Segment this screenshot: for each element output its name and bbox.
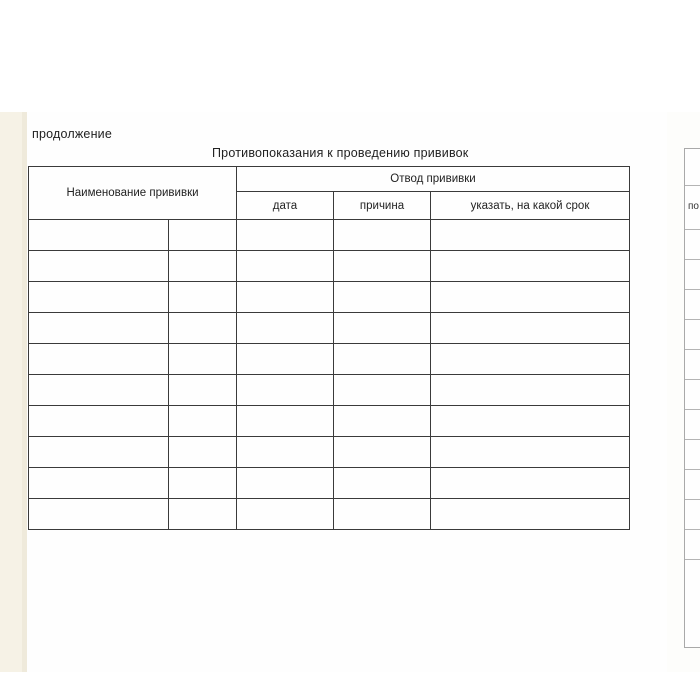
- cell-term[interactable]: [431, 251, 630, 282]
- cell-name-sub[interactable]: [169, 282, 237, 313]
- cell-reason[interactable]: [334, 406, 431, 437]
- cell-name[interactable]: [29, 468, 169, 499]
- cell-term[interactable]: [431, 282, 630, 313]
- cell-reason[interactable]: [334, 468, 431, 499]
- cell-term[interactable]: [431, 220, 630, 251]
- adjacent-page-label: по: [688, 201, 699, 212]
- table-row: [29, 251, 630, 282]
- header-sub-reason: причина: [334, 192, 431, 220]
- page-bottom-margin: [0, 672, 700, 700]
- cell-reason[interactable]: [334, 437, 431, 468]
- cell-name-sub[interactable]: [169, 499, 237, 530]
- header-sub-date: дата: [237, 192, 334, 220]
- cell-reason[interactable]: [334, 282, 431, 313]
- cell-name[interactable]: [29, 282, 169, 313]
- table-row: [29, 313, 630, 344]
- cell-reason[interactable]: [334, 220, 431, 251]
- cell-term[interactable]: [431, 313, 630, 344]
- page-top-margin: [0, 0, 700, 112]
- cell-date[interactable]: [237, 406, 334, 437]
- cell-name-sub[interactable]: [169, 406, 237, 437]
- table-row: [29, 220, 630, 251]
- cell-name[interactable]: [29, 220, 169, 251]
- cell-reason[interactable]: [334, 344, 431, 375]
- cell-name-sub[interactable]: [169, 313, 237, 344]
- cell-name[interactable]: [29, 251, 169, 282]
- adjacent-page-fragment: [684, 148, 700, 648]
- cell-date[interactable]: [237, 251, 334, 282]
- cell-term[interactable]: [431, 437, 630, 468]
- cell-term[interactable]: [431, 375, 630, 406]
- cell-name-sub[interactable]: [169, 437, 237, 468]
- page-title: Противопоказания к проведению прививок: [212, 146, 469, 160]
- cell-name-sub[interactable]: [169, 468, 237, 499]
- cell-date[interactable]: [237, 313, 334, 344]
- cell-name[interactable]: [29, 344, 169, 375]
- table-row: [29, 282, 630, 313]
- cell-date[interactable]: [237, 220, 334, 251]
- table-body: [29, 220, 630, 530]
- table-head: [29, 167, 630, 220]
- cell-reason[interactable]: [334, 375, 431, 406]
- table-row: [29, 375, 630, 406]
- table-row: [29, 344, 630, 375]
- header-group-otvod: Отвод прививки: [237, 167, 630, 192]
- table-header-row-1: [29, 167, 630, 192]
- table-row: [29, 437, 630, 468]
- contraindications-table: [28, 166, 630, 530]
- cell-name-sub[interactable]: [169, 344, 237, 375]
- cell-name-sub[interactable]: [169, 220, 237, 251]
- cell-reason[interactable]: [334, 499, 431, 530]
- scanned-page-area: [0, 112, 700, 672]
- header-sub-term: указать, на какой срок: [431, 192, 630, 220]
- cell-date[interactable]: [237, 468, 334, 499]
- cell-date[interactable]: [237, 375, 334, 406]
- cell-date[interactable]: [237, 437, 334, 468]
- cell-name[interactable]: [29, 437, 169, 468]
- cell-name[interactable]: [29, 375, 169, 406]
- cell-term[interactable]: [431, 468, 630, 499]
- continuation-label: продолжение: [32, 127, 113, 141]
- cell-term[interactable]: [431, 499, 630, 530]
- cell-name-sub[interactable]: [169, 375, 237, 406]
- table-row: [29, 468, 630, 499]
- cell-term[interactable]: [431, 344, 630, 375]
- table-row: [29, 499, 630, 530]
- cell-date[interactable]: [237, 499, 334, 530]
- cell-name[interactable]: [29, 313, 169, 344]
- cell-reason[interactable]: [334, 251, 431, 282]
- header-name-column: Наименование прививки: [29, 167, 237, 220]
- book-gutter: [0, 112, 22, 672]
- cell-reason[interactable]: [334, 313, 431, 344]
- cell-date[interactable]: [237, 344, 334, 375]
- cell-term[interactable]: [431, 406, 630, 437]
- cell-name-sub[interactable]: [169, 251, 237, 282]
- table-row: [29, 406, 630, 437]
- cell-date[interactable]: [237, 282, 334, 313]
- cell-name[interactable]: [29, 406, 169, 437]
- cell-name[interactable]: [29, 499, 169, 530]
